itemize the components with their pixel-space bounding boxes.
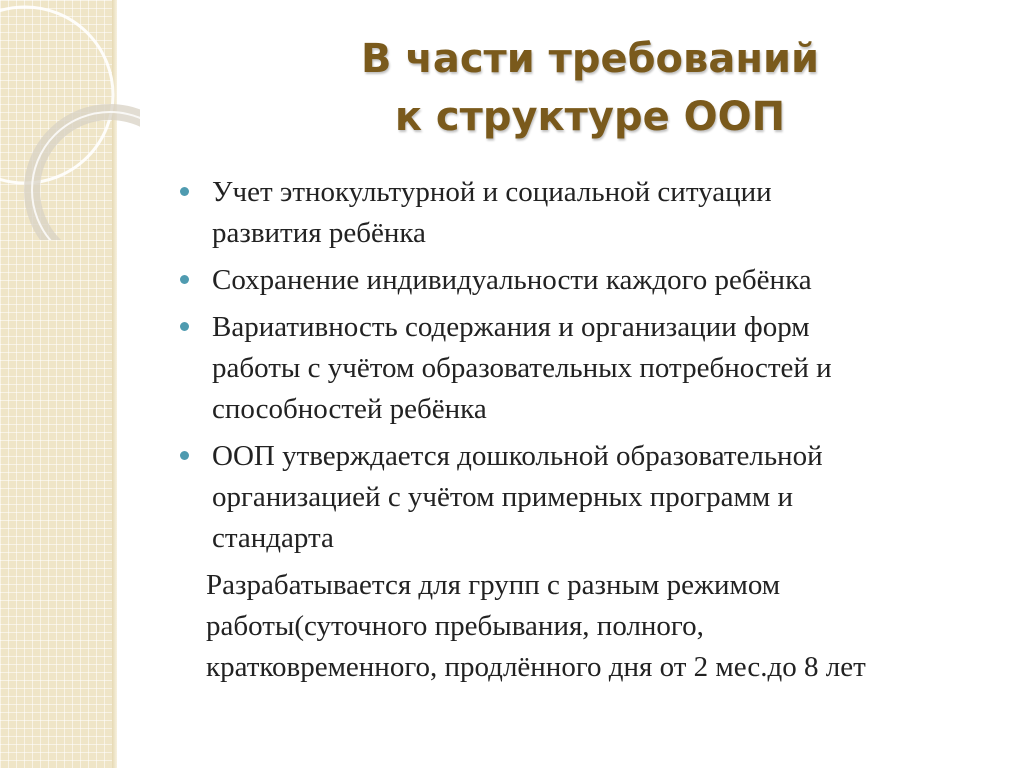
title-line-1: В части требований [360,36,820,82]
bullet-dot-icon [180,451,189,460]
paragraph-line: работы(суточного пребывания, полного, [206,610,704,642]
bullet-line: организацией с учётом примерных программ и [212,481,794,513]
bullet-line: стандарта [212,522,334,554]
bullet-line: способностей ребёнка [212,393,487,425]
bullet-item [180,307,1000,430]
decorative-rings [0,0,140,240]
bullet-dot-icon [180,187,189,196]
slide-content [180,172,1000,688]
bullet-dot-icon [180,322,189,331]
paragraph-line: Разрабатывается для групп с разным режимом [206,569,781,601]
bullet-item [180,172,1000,254]
bullet-line: ООП утверждается дошкольной образовательной [212,440,823,472]
paragraph-line: кратковременного, продлённого дня от 2 мес.до 8 лет [206,651,866,683]
bullet-item [180,260,1000,301]
closing-paragraph [180,565,1000,688]
title-line-2: к структуре ООП [394,94,786,140]
slide-title [200,30,980,146]
bullet-dot-icon [180,275,189,284]
bullet-line: Сохранение индивидуальности каждого ребёнка [212,264,812,296]
bullet-line: работы с учётом образовательных потребностей и [212,352,832,384]
bullet-item [180,436,1000,559]
bullet-line: Вариативность содержания и организации форм [212,311,810,343]
bullet-line: развития ребёнка [212,217,426,249]
bullet-line: Учет этнокультурной и социальной ситуации [212,176,772,208]
